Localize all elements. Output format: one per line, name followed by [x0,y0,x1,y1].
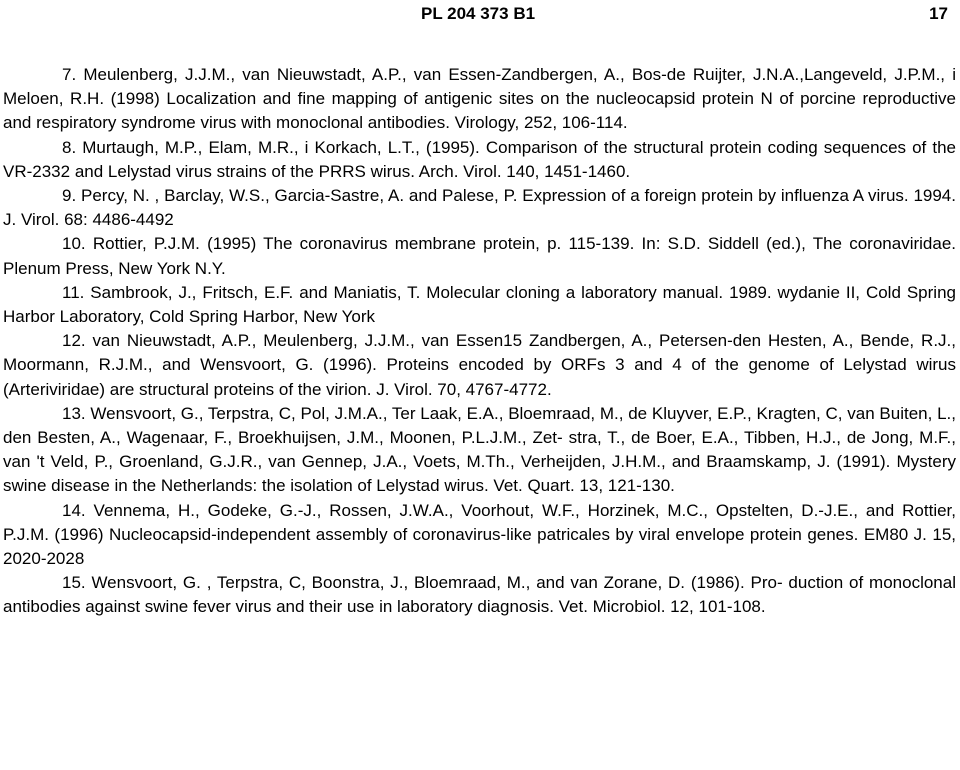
reference-item-15: 15. Wensvoort, G. , Terpstra, C, Boonstra, J., Bloemraad, M., and van Zorane, D. (1986). Pro- duction of monoclonal antibodies against swine fever virus and their use in laboratory diagnosis. Vet. Microbiol. 12, 101-108. [3,573,956,617]
reference-list [3,63,956,620]
reference-item-14: 14. Vennema, H., Godeke, G.-J., Rossen, J.W.A., Voorhout, W.F., Horzinek, M.C., Opstelten, D.-J.E., and Rottier, P.J.M. (1996) Nucleocapsid-independent assembly of coronavirus-like patricales by viral envelope protein genes. EM80 J. 15, 2020-2028 [3,500,956,569]
reference-item-8: 8. Murtaugh, M.P., Elam, M.R., i Korkach, L.T., (1995). Comparison of the structural protein coding sequences of the VR-2332 and Lelystad virus strains of the PRRS wirus. Arch. Virol. 140, 1451-1460. [3,137,956,181]
reference-item-13: 13. Wensvoort, G., Terpstra, C, Pol, J.M.A., Ter Laak, E.A., Bloemraad, M., de Kluyver, E.P., Kragten, C, van Buiten, L., den Besten, A., Wagenaar, F., Broekhuijsen, J.M., Moonen, P.L.J.M., Zet- stra, T., de Boer, E.A., Tibben, H.J., de Jong, M.F., van 't Veld, P., Groenland, G.J.R., van Gennep, J.A., Voets, M.Th., Verheijden, J.H.M., and Braamskamp, J. (1991). Mystery swine disease in the Netherlands: the isolation of Lelystad wirus. Vet. Quart. 13, 121-130. [3,403,956,496]
reference-item-9: 9. Percy, N. , Barclay, W.S., Garcia-Sastre, A. and Palese, P. Expression of a foreign protein by influenza A virus. 1994. J. Virol. 68: 4486-4492 [3,186,956,230]
patent-number: PL 204 373 B1 [421,4,536,23]
reference-item-12: 12. van Nieuwstadt, A.P., Meulenberg, J.J.M., van Essen15 Zandbergen, A., Petersen-den Hesten, A., Bende, R.J., Moormann, R.J.M., and Wensvoort, G. (1996). Proteins encoded by ORFs 3 and 4 of the genome of Lelystad wirus (Arteriviridae) are structural proteins of the virion. J. Virol. 70, 4767-4772. [3,331,956,399]
reference-item-11: 11. Sambrook, J., Fritsch, E.F. and Maniatis, T. Molecular cloning a laboratory manual. 1989. wydanie II, Cold Spring Harbor Laboratory, Cold Spring Harbor, New York [3,282,956,327]
page-number: 17 [929,4,948,23]
page-header [0,4,960,26]
reference-item-7: 7. Meulenberg, J.J.M., van Nieuwstadt, A.P., van Essen-Zandbergen, A., Bos-de Ruijter, J.N.A.,Langeveld, J.P.M., i Meloen, R.H. (1998) Localization and fine mapping of antigenic sites on the nucleocapsid protein N of porcine reproductive and respiratory syndrome virus with monoclonal antibodies. Virology, 252, 106-114. [3,65,956,133]
reference-item-10: 10. Rottier, P.J.M. (1995) The coronavirus membrane protein, p. 115-139. In: S.D. Siddell (ed.), The coronaviridae. Plenum Press, New York N.Y. [3,234,956,278]
